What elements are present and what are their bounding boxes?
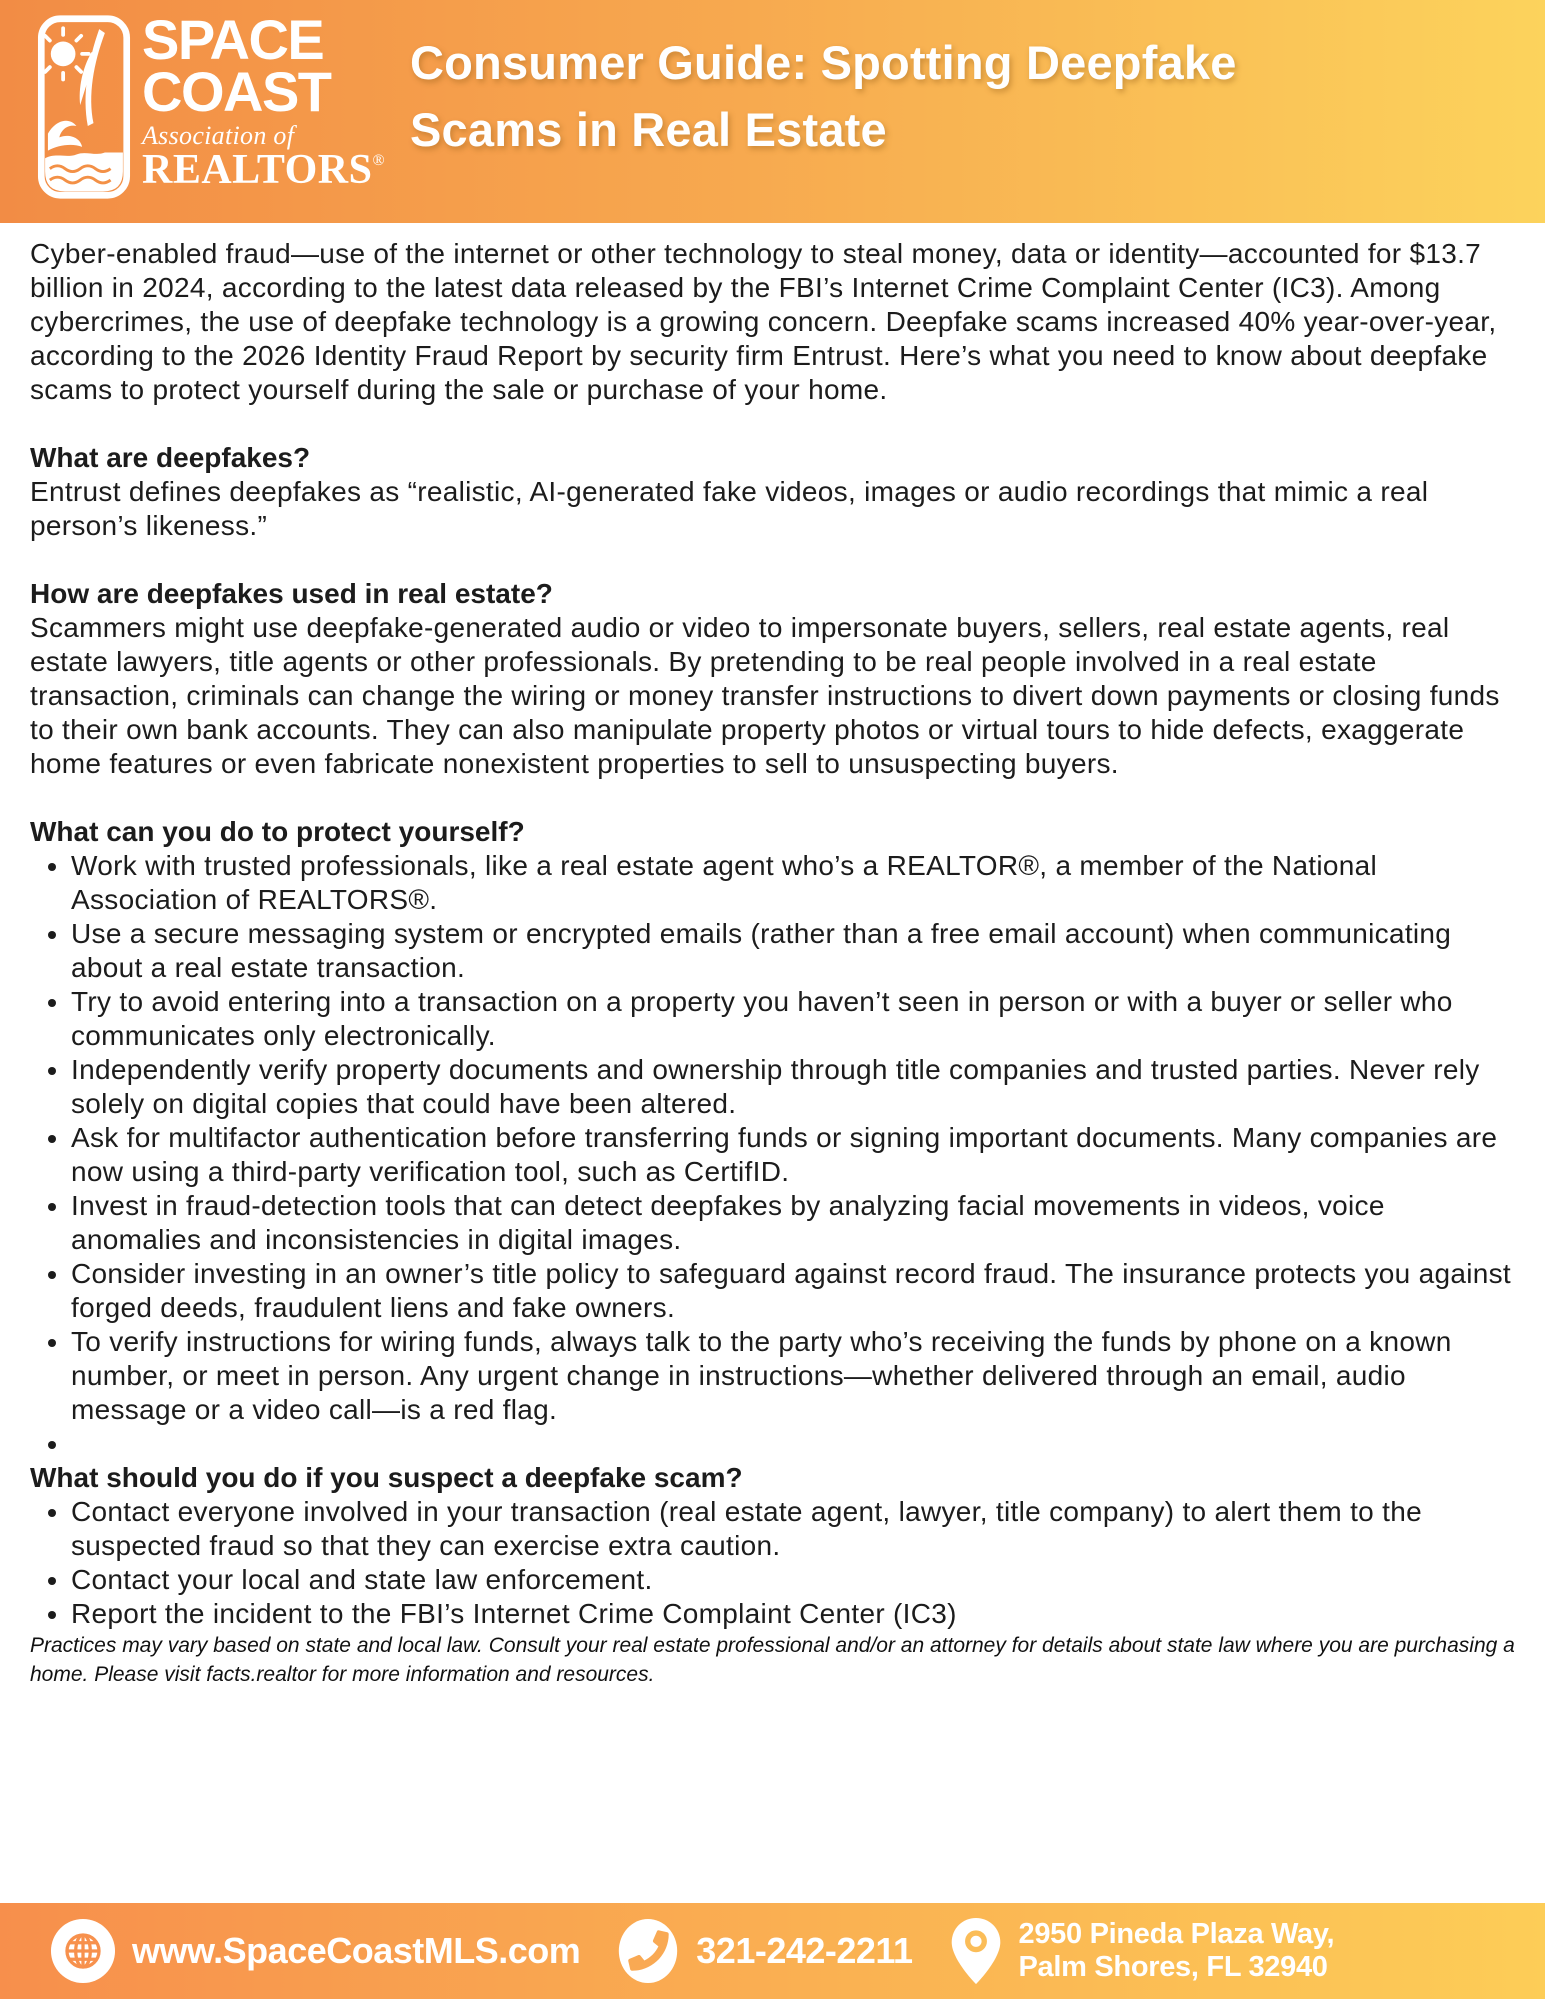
logo-realtors-word: REALTORS	[142, 147, 373, 194]
footer-address-group	[949, 1916, 1335, 1986]
legal-disclaimer: Practices may vary based on state and local law. Consult your real estate professional and/or an attorney for details about state law where you are purchasing a home. Please visit facts.realtor for more information and resources.	[30, 1634, 1515, 1686]
list-item: • Contact everyone involved in your transaction (real estate agent, lawyer, title company) to alert them to the suspected fraud so that they can exercise extra caution.	[71, 1495, 1515, 1563]
list-item: • Contact your local and state law enforcement.	[71, 1563, 1515, 1597]
page-title-line1: Consumer Guide: Spotting Deepfake	[410, 36, 1237, 89]
header-banner	[0, 0, 1545, 223]
registered-mark: ®	[372, 152, 386, 170]
space-coast-logo-text	[142, 8, 392, 194]
list-item: • Independently verify property documents and ownership through title companies and trusted parties. Never rely solely on digital copies that could have been altered.	[71, 1053, 1515, 1121]
list-item-empty	[71, 1427, 1515, 1461]
globe-icon	[50, 1918, 116, 1984]
page-title	[410, 30, 1237, 163]
list-item: • Use a secure messaging system or encrypted emails (rather than a free email account) when communicating about a real estate transaction.	[71, 917, 1515, 985]
article-body	[0, 223, 1545, 1903]
list-item: • Work with trusted professionals, like a real estate agent who’s a REALTOR®, a member of the National Association of REALTORS®.	[71, 849, 1515, 917]
intro-paragraph: Cyber-enabled fraud—use of the internet or other technology to steal money, data or identity—accounted for $13.7 billion in 2024, according to the latest data released by the FBI’s Internet Crime Complaint Center (IC3). Among cybercrimes, the use of deepfake technology is a growing concern. Deepfake scams increased 40% year-over-year, according to the 2026 Identity Fraud Report by security firm Entrust. Here’s what you need to know about deepfake scams to protect yourself during the sale or purchase of your home.	[30, 238, 1497, 405]
logo-word-space: SPACE	[142, 8, 324, 71]
location-pin-icon	[949, 1916, 1003, 1986]
footer-banner	[0, 1903, 1545, 1999]
space-coast-logo-icon	[36, 14, 132, 200]
heading-what-are-deepfakes: What are deepfakes?	[30, 442, 311, 473]
what-are-deepfakes-text: Entrust defines deepfakes as “realistic, AI-generated fake videos, images or audio recordings that mimic a real person’s likeness.”	[30, 476, 1429, 541]
list-item: • Try to avoid entering into a transaction on a property you haven’t seen in person or with a buyer or seller who communicates only electronically.	[71, 985, 1515, 1053]
page-title-line2: Scams in Real Estate	[410, 102, 887, 156]
list-item: • To verify instructions for wiring funds, always talk to the party who’s receiving the funds by phone on a known number, or meet in person. Any urgent change in instructions—whether delivered through an email, audio message or a video call—is a red flag.	[71, 1325, 1515, 1427]
list-item: • Consider investing in an owner’s title policy to safeguard against record fraud. The insurance protects you against forged deeds, fraudulent liens and fake owners.	[71, 1257, 1515, 1325]
heading-suspect-scam: What should you do if you suspect a deepfake scam?	[30, 1462, 743, 1493]
heading-how-used: How are deepfakes used in real estate?	[30, 578, 553, 609]
heading-protect-yourself: What can you do to protect yourself?	[30, 816, 525, 847]
list-item: • Ask for multifactor authentication before transferring funds or signing important documents. Many companies are now using a third-party verification tool, such as CertifID.	[71, 1121, 1515, 1189]
logo-realtors	[142, 147, 392, 194]
how-used-text: Scammers might use deepfake-generated audio or video to impersonate buyers, sellers, real estate agents, real estate lawyers, title agents or other professionals. By pretending to be real people involved in a real estate transaction, criminals can change the wiring or money transfer instructions to divert down payments or closing funds to their own bank accounts. They can also manipulate property photos or virtual tours to hide defects, exaggerate home features or even fabricate nonexistent properties to sell to unsuspecting buyers.	[30, 612, 1500, 779]
footer-address-line2: Palm Shores, FL 32940	[1018, 1951, 1328, 1983]
suspect-scam-list	[30, 1495, 1515, 1631]
footer-address-line1: 2950 Pineda Plaza Way,	[1018, 1918, 1335, 1951]
logo-association-of: Association of	[142, 121, 295, 151]
footer-phone-group	[616, 1916, 912, 1986]
protect-yourself-list	[30, 849, 1515, 1461]
footer-address	[1019, 1918, 1335, 1984]
footer-phone: 321-242-2211	[696, 1930, 913, 1971]
list-item: • Invest in fraud-detection tools that can detect deepfakes by analyzing facial movements in videos, voice anomalies and inconsistencies in digital images.	[71, 1189, 1515, 1257]
footer-website: www.SpaceCoastMLS.com	[132, 1930, 581, 1971]
logo-word-coast: COAST	[142, 60, 331, 124]
list-item: • Report the incident to the FBI’s Internet Crime Complaint Center (IC3)	[71, 1597, 1515, 1631]
footer-website-group	[50, 1918, 580, 1984]
phone-icon	[616, 1916, 680, 1986]
